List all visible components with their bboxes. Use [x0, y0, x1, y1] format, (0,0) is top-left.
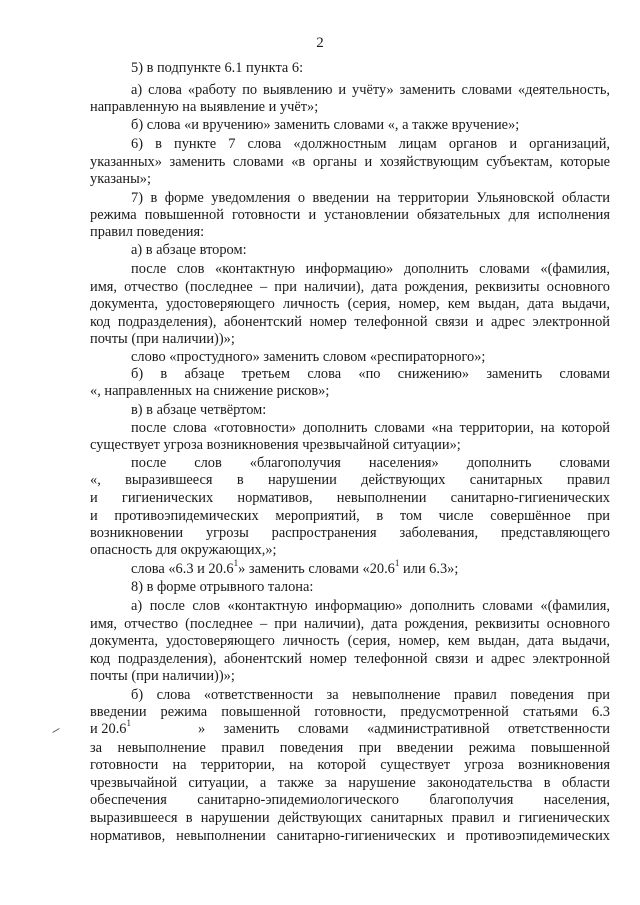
text-line: указаны»; — [90, 171, 151, 187]
superscript: 1 — [126, 718, 131, 729]
text-fragment-inner: и 20.6 — [90, 721, 127, 737]
text-line: режима повышенной готовности и установлении обязательных для исполнения — [90, 207, 610, 223]
text-line: направленную на выявление и учёт»; — [90, 99, 319, 115]
text-line: «, выразившееся в нарушении действующих санитарных правил — [90, 472, 610, 488]
text-line: 7) в форме уведомления о введении на территории Ульяновской области — [131, 190, 610, 206]
text-line: а) слова «работу по выявлению и учёту» заменить словами «деятельность, — [131, 82, 610, 98]
text-line: слово «простудного» заменить словом «респираторного»; — [131, 349, 486, 365]
text-line: документа, удостоверяющего личность (серия, номер, кем выдан, дата выдачи, — [90, 633, 610, 649]
text-line: готовности на территории, на которой существует угроза возникновения — [90, 757, 610, 773]
text-fragment: или 6.3»; — [399, 561, 459, 577]
text-line-with-superscript — [131, 558, 610, 578]
text-line: возникновении угрозы распространения заболевания, представляющего — [90, 525, 610, 541]
text-line: за невыполнение правил поведения при введении режима повышенной — [90, 740, 610, 756]
text-line: почты (при наличии))»; — [90, 668, 235, 684]
text-line: после слова «готовности» дополнить словами «на территории, на которой — [131, 420, 610, 436]
text-line: а) в абзаце втором: — [131, 242, 247, 258]
text-line: после слов «благополучия населения» дополнить словами — [131, 455, 610, 471]
text-line: 8) в форме отрывного талона: — [131, 579, 314, 595]
superscript: 1 — [233, 558, 239, 569]
page-number: 2 — [316, 35, 324, 51]
text-fragment: » заменить словами «административной ответственности — [198, 721, 610, 737]
text-line: имя, отчество (последнее – при наличии), дата рождения, реквизиты основного — [90, 279, 610, 295]
text-line-with-superscript — [90, 718, 610, 738]
text-line: указанных» заменить словами «в органы и хозяйствующим субъектам, которые — [90, 154, 610, 170]
text-line: 6) в пункте 7 слова «должностным лицам органов и организаций, — [131, 136, 610, 152]
text-fragment: » заменить словами «20.6 — [238, 561, 395, 577]
text-line: нормативов, невыполнении санитарно-гигиенических и противоэпидемических — [90, 828, 610, 844]
superscript: 1 — [394, 558, 400, 569]
text-line: документа, удостоверяющего личность (серия, номер, кем выдан, дата выдачи, — [90, 296, 610, 312]
text-line: 5) в подпункте 6.1 пункта 6: — [131, 60, 304, 76]
text-line: существует угроза возникновения чрезвычайной ситуации»; — [90, 437, 461, 453]
stray-mark — [52, 728, 59, 733]
text-line: чрезвычайной ситуации, а также за нарушение законодательства в области — [90, 775, 610, 791]
text-line: б) слова «и вручению» заменить словами «, а также вручение»; — [131, 117, 520, 133]
text-line: «, направленных на снижение рисков»; — [90, 383, 330, 399]
text-line: б) в абзаце третьем слова «по снижению» заменить словами — [131, 366, 610, 382]
text-line: после слов «контактную информацию» дополнить словами «(фамилия, — [131, 261, 610, 277]
text-line: опасность для окружающих,»; — [90, 542, 277, 558]
text-line: а) после слов «контактную информацию» дополнить словами «(фамилия, — [131, 598, 610, 614]
text-line: почты (при наличии))»; — [90, 331, 235, 347]
text-line: обеспечения санитарно-эпидемиологического благополучия населения, — [90, 792, 610, 808]
text-line: правил поведения: — [90, 224, 205, 240]
text-fragment: слова «6.3 и 20.6 — [131, 561, 234, 577]
text-line: имя, отчество (последнее – при наличии), дата рождения, реквизиты основного — [90, 616, 610, 632]
text-line: и противоэпидемических мероприятий, в том числе совершённое при — [90, 508, 610, 524]
text-line: введении режима повышенной готовности, предусмотренной статьями 6.3 — [90, 704, 610, 720]
text-line: и гигиенических нормативов, невыполнении санитарно-гигиенических — [90, 490, 610, 506]
text-line: выразившееся в нарушении действующих санитарных правил и гигиенических — [90, 810, 610, 826]
text-line: код подразделения), абонентский номер телефонной связи и адрес электронной — [90, 314, 610, 330]
text-line: код подразделения), абонентский номер телефонной связи и адрес электронной — [90, 651, 610, 667]
text-fragment — [90, 718, 198, 738]
text-line: б) слова «ответственности за невыполнение правил поведения при — [131, 687, 610, 703]
text-line: в) в абзаце четвёртом: — [131, 402, 267, 418]
